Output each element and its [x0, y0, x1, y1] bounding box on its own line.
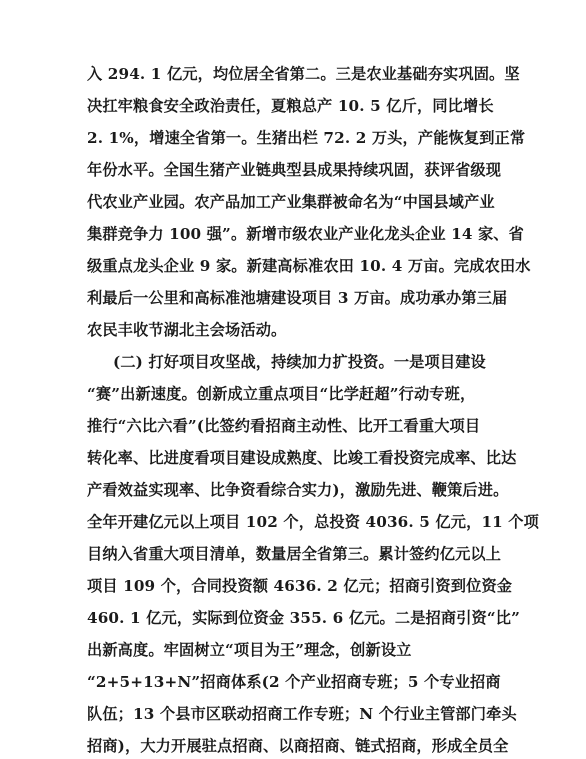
- body-text-line: 项目 109 个，合同投资额 4636. 2 亿元；招商引资到位资金: [87, 577, 513, 595]
- body-text-line: 决扛牢粮食安全政治责任，夏粮总产 10. 5 亿斤，同比增长: [87, 97, 494, 115]
- body-text-line: 目纳入省重大项目清单，数量居全省第三。累计签约亿元以上: [87, 545, 502, 563]
- body-text-line: 转化率、比进度看项目建设成熟度、比竣工看投资完成率、比达: [87, 449, 517, 467]
- body-text-line: “赛”出新速度。创新成立重点项目“比学赶超”行动专班，: [87, 385, 476, 403]
- body-text-line: 年份水平。全国生猪产业链典型县成果持续巩固，获评省级现: [87, 161, 502, 179]
- body-text-line: 出新高度。牢固树立“项目为王”理念，创新设立: [87, 641, 412, 659]
- body-text-line: 集群竞争力 100 强”。新增市级农业产业化龙头企业 14 家、省: [87, 225, 524, 243]
- body-text-line: 级重点龙头企业 9 家。新建高标准农田 10. 4 万亩。完成农田水: [87, 257, 531, 275]
- body-text-line: 460. 1 亿元，实际到位资金 355. 6 亿元。二是招商引资“比”: [87, 609, 520, 627]
- body-text-line: 产看效益实现率、比争资看综合实力)，激励先进、鞭策后进。: [87, 481, 509, 499]
- section-heading-line: (二) 打好项目攻坚战，持续加力扩投资。一是项目建设: [113, 353, 486, 371]
- body-text-line: 利最后一公里和高标准池塘建设项目 3 万亩。成功承办第三届: [87, 289, 508, 307]
- body-text-line: 入 294. 1 亿元，均位居全省第二。三是农业基础夯实巩固。坚: [87, 65, 520, 83]
- body-text-line: 农民丰收节湖北主会场活动。: [87, 321, 287, 339]
- body-text-line: 全年开建亿元以上项目 102 个，总投资 4036. 5 亿元，11 个项: [87, 513, 539, 531]
- body-text-line: 代农业产业园。农产品加工产业集群被命名为“中国县域产业: [87, 193, 495, 211]
- body-text-line: 队伍；13 个县市区联动招商工作专班；N 个行业主管部门牵头: [87, 705, 517, 723]
- body-text-line: 2. 1%，增速全省第一。生猪出栏 72. 2 万头，产能恢复到正常: [87, 129, 526, 147]
- body-text-line: 招商)，大力开展驻点招商、以商招商、链式招商，形成全员全: [87, 737, 509, 755]
- body-text-line: “2+5+13+N”招商体系(2 个产业招商专班；5 个专业招商: [87, 673, 501, 691]
- body-text-line: 推行“六比六看”(比签约看招商主动性、比开工看重大项目: [87, 417, 481, 435]
